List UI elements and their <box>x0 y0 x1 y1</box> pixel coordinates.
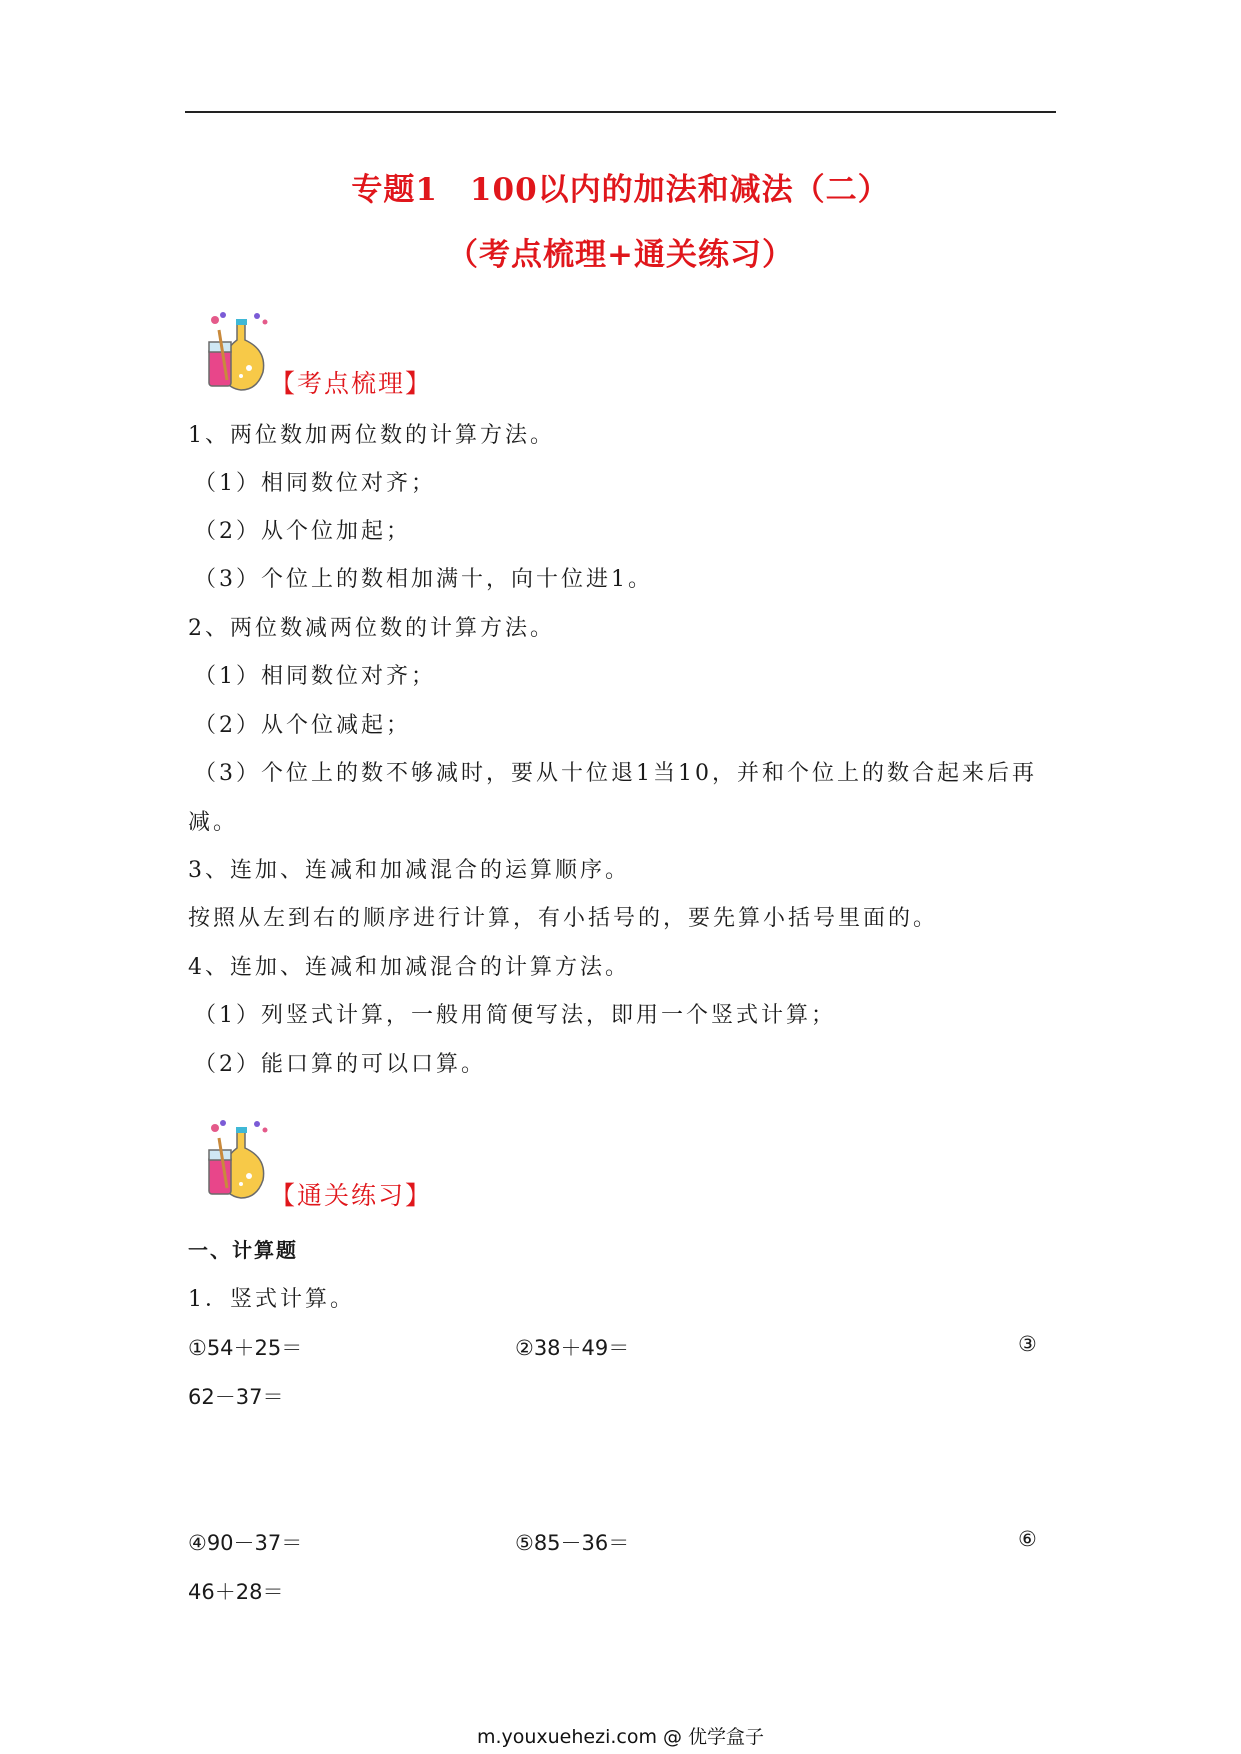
page-subtitle: （考点梳理+通关练习） <box>447 237 794 273</box>
section-heading-practice: 【通关练习】 <box>270 1181 433 1210</box>
text-line: （3）个位上的数相加满十，向十位进1。 <box>194 567 653 592</box>
text-line: （1）列竖式计算，一般用简便写法，即用一个竖式计算； <box>194 1003 836 1028</box>
text-line: 4、连加、连减和加减混合的计算方法。 <box>188 955 630 980</box>
problem-item: ⑤85－36＝ <box>515 1531 630 1555</box>
problem-item: ②38＋49＝ <box>515 1336 630 1360</box>
text-line: （1）相同数位对齐； <box>194 471 436 496</box>
part-title: 一、计算题 <box>188 1238 298 1262</box>
section-heading-review: 【考点梳理】 <box>270 369 433 398</box>
problem-item: ③ <box>1018 1332 1037 1356</box>
footer-watermark: m.youxuehezi.com @ 优学盒子 <box>476 1726 765 1748</box>
text-line: 3、连加、连减和加减混合的运算顺序。 <box>188 858 630 883</box>
problem-item: ④90－37＝ <box>188 1531 303 1555</box>
text-line: （2）从个位减起； <box>194 713 411 738</box>
text-line: （2）能口算的可以口算。 <box>194 1052 486 1077</box>
problem-item: 62－37＝ <box>188 1385 284 1409</box>
page-title: 专题1 100以内的加法和减法（二） <box>351 172 890 208</box>
flask-icon <box>205 310 271 392</box>
text-line: 1、两位数加两位数的计算方法。 <box>188 423 555 448</box>
text-line: （1）相同数位对齐； <box>194 664 436 689</box>
problem-item: 46＋28＝ <box>188 1580 284 1604</box>
flask-icon <box>205 1118 271 1200</box>
problem-item: ①54＋25＝ <box>188 1336 303 1360</box>
header-rule <box>185 111 1056 113</box>
problem-item: ⑥ <box>1018 1527 1037 1551</box>
text-line: 减。 <box>188 810 239 835</box>
text-line: （3）个位上的数不够减时，要从十位退1当10，并和个位上的数合起来后再 <box>194 761 1037 786</box>
text-line: 按照从左到右的顺序进行计算，有小括号的，要先算小括号里面的。 <box>188 906 939 931</box>
text-line: 2、两位数减两位数的计算方法。 <box>188 616 555 641</box>
question-text: 1．竖式计算。 <box>188 1287 355 1312</box>
text-line: （2）从个位加起； <box>194 519 411 544</box>
